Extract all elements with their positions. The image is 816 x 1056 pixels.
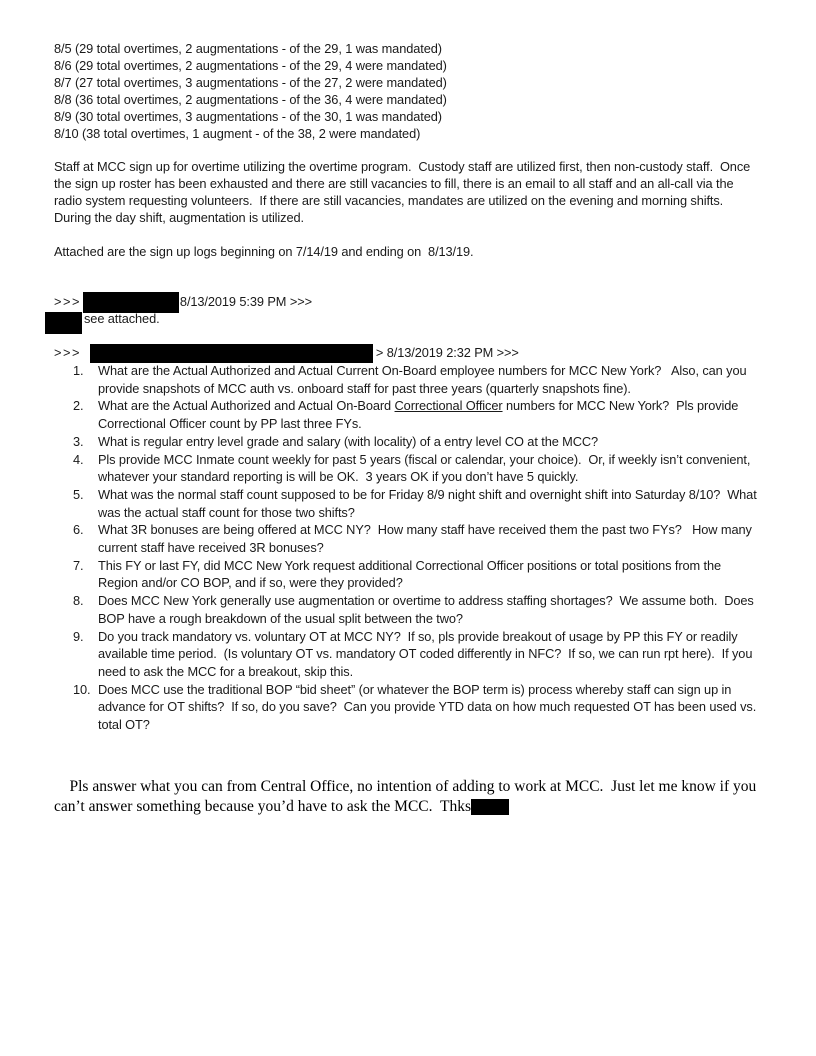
question-number: 4.	[73, 451, 84, 467]
question-number: 8.	[73, 593, 84, 609]
email-header-1	[54, 293, 762, 310]
question-item	[54, 433, 764, 451]
attachment-line: Attached are the sign up logs beginning on 7/14/19 and ending on 8/13/19.	[54, 244, 474, 259]
question-text: Does MCC New York generally use augmentation or overtime to address staffing shortages? We assume both. Does BOP have a rough breakdown of the usual split between the two?	[98, 593, 758, 626]
email-timestamp-1: 8/13/2019 5:39 PM >>>	[179, 294, 312, 309]
overtime-log-line: 8/8 (36 total overtimes, 2 augmentations - of the 36, 4 were mandated)	[54, 92, 447, 107]
redaction-box-sender-2	[90, 344, 373, 363]
closing-paragraph	[54, 758, 766, 836]
question-text: Pls provide MCC Inmate count weekly for past 5 years (fiscal or calendar, your choice). Or, if weekly isn’t convenient, whatever your standard reporting is will be OK. 3 years OK if you don’t have 5 quickly.	[98, 451, 754, 485]
email-header-2	[54, 344, 762, 361]
question-text: Do you track mandatory vs. voluntary OT at MCC NY? If so, pls provide breakout of usage by PP this FY or readily available time period. (Is voluntary OT vs. mandatory OT coded differently in NFC? If so, we can run rpt here). If you need to ask the MCC for a breakout, skip this.	[98, 628, 756, 679]
underlined-phrase: Correctional Officer	[394, 398, 503, 414]
question-text: Does MCC use the traditional BOP “bid sheet” (or whatever the BOP term is) process whereby staff can sign up in advance for OT shifts? If so, do you save? Can you provide YTD data on how much requested OT has been used vs. total OT?	[98, 681, 760, 733]
email-body-1-text: see attached.	[84, 311, 160, 326]
question-number: 1.	[73, 363, 84, 378]
question-text: This FY or last FY, did MCC New York request additional Correctional Officer positions or total positions from the Region and/or CO BOP, and if so, were they provided?	[98, 557, 725, 591]
question-item	[54, 557, 764, 592]
staffing-paragraph: Staff at MCC sign up for overtime utilizing the overtime program. Custody staff are utilized first, then non-custody staff. Once the sign up roster has been exhausted and there are still vacancies to fill, there is an email to all staff and an all-call via the radio system requesting volunteers. If there are still vacancies, mandates are utilized on the evening and morning shifts. During the day shift, augmentation is utilized.	[54, 159, 754, 225]
overtime-log-line: 8/6 (29 total overtimes, 2 augmentations - of the 29, 4 were mandated)	[54, 58, 447, 73]
redaction-box-closing	[471, 799, 509, 815]
question-text: What is regular entry level grade and salary (with locality) of a entry level CO at the MCC?	[98, 433, 599, 449]
question-list	[54, 362, 764, 734]
question-number: 10.	[73, 681, 91, 697]
question-item	[54, 451, 764, 486]
quote-marker: >>>	[54, 294, 81, 309]
question-number: 5.	[73, 486, 84, 502]
question-number: 6.	[73, 522, 84, 538]
question-item	[54, 681, 764, 734]
question-item	[54, 521, 764, 556]
overtime-log-line: 8/9 (30 total overtimes, 3 augmentations - of the 30, 1 was mandated)	[54, 109, 442, 124]
question-item	[54, 628, 764, 681]
question-number: 9.	[73, 628, 84, 644]
question-number: 7.	[73, 557, 84, 573]
question-item	[54, 362, 764, 397]
overtime-log-line: 8/7 (27 total overtimes, 3 augmentations - of the 27, 2 were mandated)	[54, 75, 447, 90]
question-number: 3.	[73, 433, 84, 449]
quote-marker: >>>	[54, 345, 81, 360]
email-timestamp-2: 8/13/2019 2:32 PM >>>	[386, 345, 519, 360]
question-number: 2.	[73, 398, 84, 414]
question-item	[54, 592, 764, 627]
question-item	[54, 397, 764, 432]
overtime-log-line: 8/10 (38 total overtimes, 1 augment - of the 38, 2 were mandated)	[54, 126, 421, 141]
question-text: What are the Actual Authorized and Actual Current On-Board employee numbers for MCC New York? Also, can you provide snapshots of MCC auth vs. onboard staff for past three years (quarterly snapshots fine).	[98, 363, 750, 396]
question-text: What are the Actual Authorized and Actual On-Board Correctional Officer numbers for MCC New York? Pls provide Correctional Officer count by PP last three FYs.	[98, 398, 742, 432]
question-item	[54, 486, 764, 521]
question-text: What 3R bonuses are being offered at MCC NY? How many staff have received them the past two FYs? How many current staff have received 3R bonuses?	[98, 522, 756, 556]
closing-text: Pls answer what you can from Central Office, no intention of adding to work at MCC. Just let me know if you can’t answer something because you’d have to ask the MCC. Thks	[54, 778, 761, 815]
bracket-fragment: >	[375, 345, 384, 360]
overtime-log-list	[54, 40, 762, 142]
overtime-log-line: 8/5 (29 total overtimes, 2 augmentations - of the 29, 1 was mandated)	[54, 41, 442, 56]
redaction-box-body-1	[45, 312, 82, 334]
question-text: What was the normal staff count supposed to be for Friday 8/9 night shift and overnight shift into Saturday 8/10? What was the actual staff count for those two shifts?	[98, 486, 761, 520]
